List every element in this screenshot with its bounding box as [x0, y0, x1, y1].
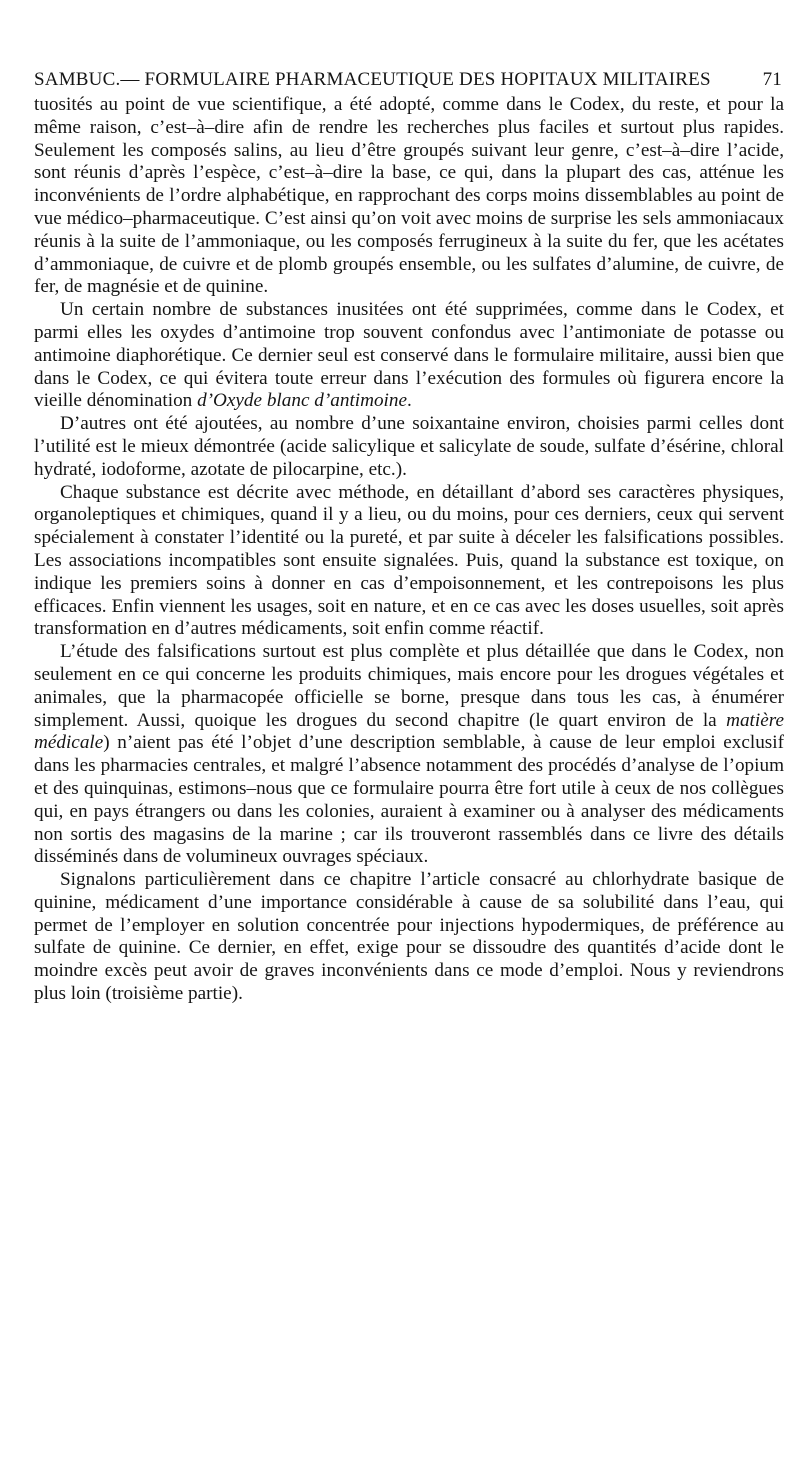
paragraph-5-tail: ) n’aient pas été l’objet d’une description semblable, à cause de leur emploi exclusif dans les pharmacies centrales, et malgré l’absence notamment des procédés d’analyse de l’opium et des quinquinas, estimons–nous que ce formulaire pourra être fort utile à ceux de nos collègues qui, en pays étrangers ou dans les colonies, auraient à examiner ou à analyser des médicaments non sortis des magasins de la marine ; car ils trouveront rassemblés dans ce livre des détails disséminés dans de volumineux ouvrages spéciaux.	[34, 732, 784, 868]
paragraph-5-italic-term: matière médicale	[34, 709, 784, 754]
page-number: 71	[762, 69, 782, 90]
paragraph-3: D’autres ont été ajoutées, au nombre d’une soixantaine environ, choisies parmi celles dont l’utilité est le mieux démontrée (acide salicylique et salicylate de soude, sulfate d’ésérine, chloral hydraté, iodoforme, azotate de pilocarpine, etc.).	[34, 413, 784, 480]
paragraph-6: Signalons particulièrement dans ce chapitre l’article consacré au chlorhydrate basique de quinine, médicament d’une importance considérable à cause de sa solubilité dans l’eau, qui permet de l’employer en solution concentrée pour injections hypodermiques, de préférence au sulfate de quinine. Ce dernier, en effet, exige pour se dissoudre des quantités d’acide dont le moindre excès peut avoir de graves inconvénients dans ce mode d’emploi. Nous y reviendrons plus loin (troisième partie).	[34, 869, 784, 1005]
paragraph-2-text: Un certain nombre de substances inusitées ont été supprimées, comme dans le Codex, et parmi elles les oxydes d’antimoine trop souvent confondus avec l’antimoniate de potasse ou antimoine diaphorétique. Ce dernier seul est conservé dans le formulaire militaire, aussi bien que dans le Codex, ce qui évitera toute erreur dans l’exécution des formules où figurera encore la vieille dénomination	[34, 299, 784, 412]
paragraph-4: Chaque substance est décrite avec méthode, en détaillant d’abord ses caractères physiques, organoleptiques et chimiques, quand il y a lieu, ou du moins, pour ces derniers, ceux qui servent spécialement à constater l’identité ou la pureté, et par suite à déceler les falsifications possibles. Les associations incompatibles sont ensuite signalées. Puis, quand la substance est toxique, on indique les premiers soins à donner en cas d’empoisonnement, et les contrepoisons les plus efficaces. Enfin viennent les usages, soit en nature, et en ce cas avec les doses usuelles, soit après transformation en d’autres médicaments, soit enfin comme réactif.	[34, 481, 784, 640]
page-header	[34, 66, 784, 94]
paragraph-2-italic-term: d’Oxyde blanc d’antimoine	[197, 390, 407, 412]
body-text	[34, 94, 784, 1006]
paragraph-5-text: L’étude des falsifications surtout est plus complète et plus détaillée que dans le Codex, non seulement en ce qui concerne les produits chimiques, mais encore pour les drogues végétales et animales, que la pharmacopée officielle se borne, presque dans tous les cas, à énumérer simplement. Aussi, quoique les drogues du second chapitre (le quart environ de la	[34, 641, 784, 731]
paragraph-2	[34, 299, 784, 413]
paragraph-5	[34, 641, 784, 869]
running-title: SAMBUC.— FORMULAIRE PHARMACEUTIQUE DES HOPITAUX MILITAIRES	[34, 69, 711, 90]
paragraph-2-tail: .	[407, 390, 412, 412]
document-page	[34, 66, 784, 1466]
paragraph-1: tuosités au point de vue scientifique, a été adopté, comme dans le Codex, du reste, et pour la même raison, c’est–à–dire afin de rendre les recherches plus faciles et surtout plus rapides. Seulement les composés salins, au lieu d’être groupés suivant leur genre, c’est–à–dire l’acide, sont réunis d’après l’espèce, c’est–à–dire la base, ce qui, dans la plupart des cas, atténue les inconvénients de l’ordre alphabétique, en rapprochant des corps moins dissemblables au point de vue médico–pharmaceutique. C’est ainsi qu’on voit avec moins de surprise les sels ammoniacaux réunis à la suite de l’ammoniaque, ou les composés ferrugineux à la suite du fer, que les acétates d’ammoniaque, de cuivre et de plomb groupés ensemble, ou les sulfates d’alumine, de cuivre, de fer, de magnésie et de quinine.	[34, 94, 784, 298]
